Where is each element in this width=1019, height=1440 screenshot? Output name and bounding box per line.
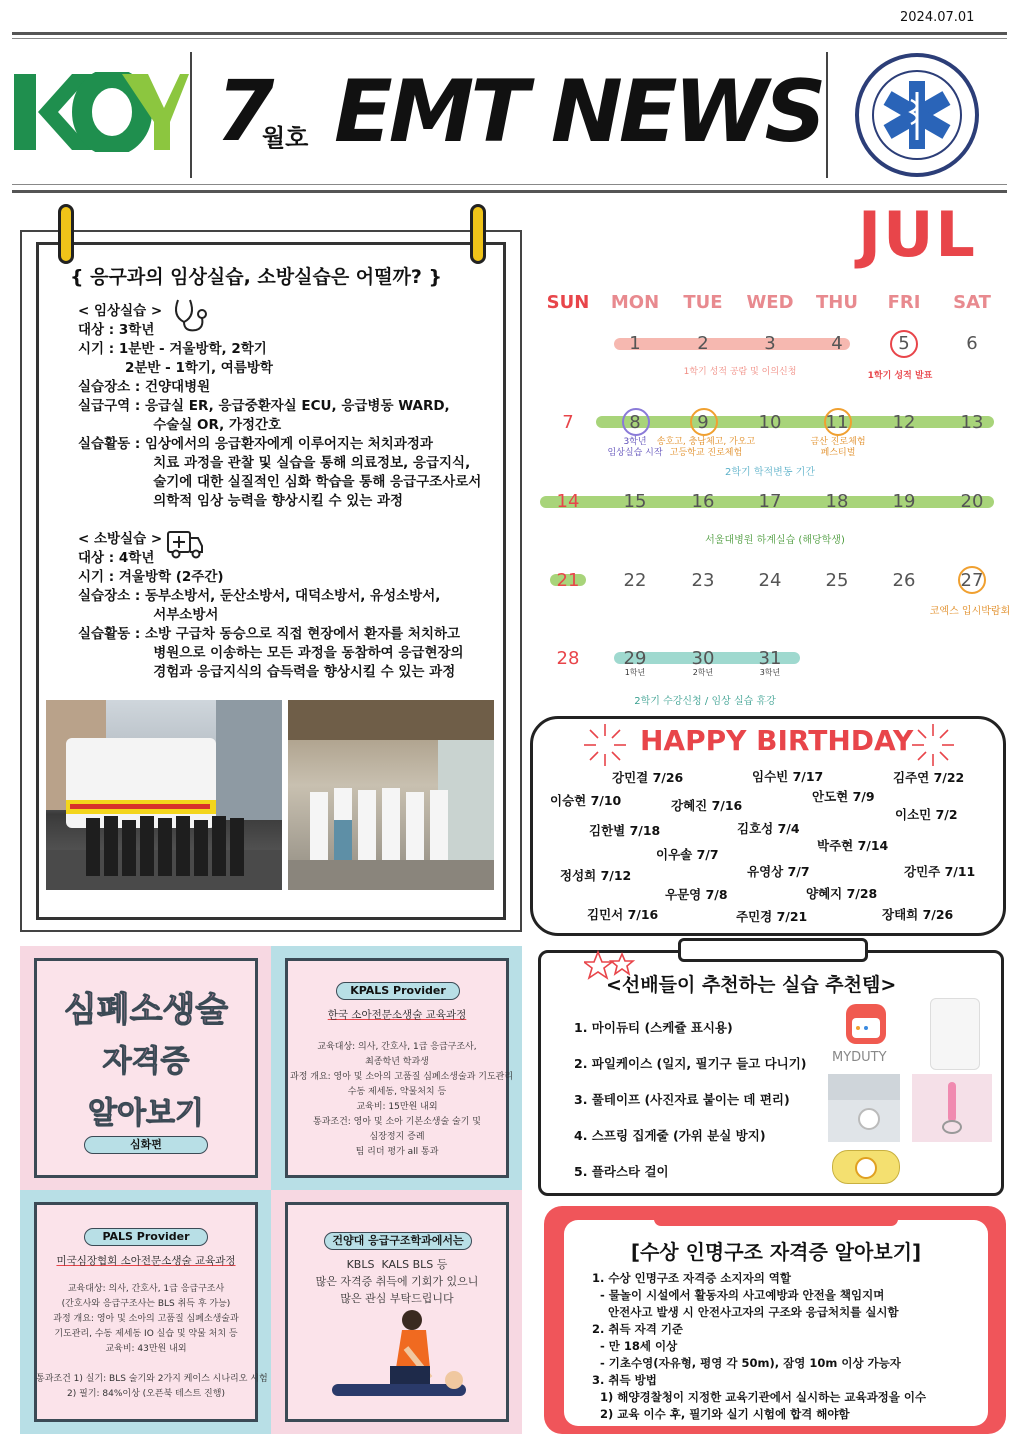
day-2: 2: [697, 333, 709, 354]
day-17: 17: [758, 491, 782, 512]
day-10: 10: [758, 412, 782, 433]
newsletter-title: EMT NEWS: [334, 62, 823, 162]
birthday-entry: 강민결 7/26: [612, 770, 684, 785]
kpals-details: 교육대상: 의사, 간호사, 1급 응급구조사, 최종학년 학과생 과정 개요: 영아 및 소아의 고품질 심폐소생술과 기도관리 수동 제세동, 약물처치 등 교육비: 15만원 내외 통과조건: 영아 및 소아 기본소생술 술기 및 심장정지 증례 팀 리더 평가 all 통과: [290, 1042, 514, 1157]
birthday-entry: 유영상 7/7: [747, 864, 810, 879]
header-divider-right: [826, 52, 828, 178]
birthday-entry: 양혜지 7/28: [806, 886, 878, 901]
fire-practice-details: 대상 : 4학년 시기 : 겨울방학 (2주간) 실습장소 : 동부소방서, 둔산소방서, 대덕소방서, 유성소방서, 서부소방서 실습활동 : 소방 구급차 동승으로 직접 현장에서 환자를 처치하고 병원으로 이송하는 모든 과정을 동참하여 응급현장의 경험과 응급지식의 습득력을 향상시킬 수 있는 과정: [78, 550, 464, 680]
hospital-practice-heading: < 임상실습 >: [78, 303, 163, 319]
birthday-entry: 이소민 7/2: [895, 807, 958, 822]
birthday-entry: 김한별 7/18: [589, 823, 661, 838]
cpr-title-line2: 자격증: [102, 1044, 190, 1079]
day-26: 26: [892, 570, 916, 591]
day-24: 24: [758, 570, 782, 591]
spring-clip-image: [912, 1074, 992, 1142]
day-1: 1: [629, 333, 641, 354]
note-clinical-start: 3학년 임상실습 시작: [607, 437, 663, 458]
weekday-sat: SAT: [953, 292, 991, 313]
day-29: 29: [623, 648, 647, 669]
weekday-wed: WED: [746, 292, 794, 313]
cpr-rescuer-icon: [326, 1308, 476, 1412]
day-23: 23: [691, 570, 715, 591]
birthday-entry: 김주연 7/22: [893, 770, 965, 785]
note-grade-appeal: 1학기 성적 공람 및 이의신청: [683, 367, 797, 377]
day-13: 13: [960, 412, 984, 433]
myduty-label: MYDUTY: [832, 1050, 887, 1065]
binder-ring-icon: [58, 204, 74, 264]
kpals-pill: KPALS Provider: [336, 982, 460, 1000]
birthday-entry: 임수빈 7/17: [752, 769, 824, 784]
recommend-title: <선배들이 추천하는 실습 추천템>: [606, 974, 897, 996]
firework-icon: [582, 722, 628, 768]
dept-pill: 건양대 응급구조학과에서는: [324, 1232, 472, 1250]
hospital-practice-details: 대상 : 3학년 시기 : 1분반 - 겨울방학, 2학기 2분반 - 1학기, 여름방학 실습장소 : 건양대병원 실급구역 : 응급실 ER, 응급중환자실 ECU, 응급병동 WARD, 수술실 OR, 가정간호 실습활동 : 임상에서의 응급환자에게 이루어지는 처치과정과 치료 과정을 관찰 및 실습을 통해 의료정보, 응급지식, 술기에 대한 실질적인 심화 학습을 통해 응급구조사로서 의학적 임상 능력을 향상시킬 수 있는 과정: [78, 322, 482, 509]
pals-details: 교육대상: 의사, 간호사, 1급 응급구조사 (간호사와 응급구조사는 BLS 취득 후 가능) 과정 개요: 영아 및 소아의 고품질 심폐소생술과 기도관리, 수동 제세동 IO 실습 및 약물 처치 등 교육비: 43만원 내외 통과조건 1) 실기: BLS 술기와 2가지 케이스 시나리오 2) 필기: 84%이상 (오픈북 테스트 진행): [36, 1284, 248, 1399]
note-grade-release: 1학기 성적 발표: [867, 371, 933, 381]
day-11: 11: [825, 412, 849, 433]
dept-message: KBLS KALS BLS 등 많은 자격증 취득에 기회가 있으니 많은 관심 부탁드립니다: [315, 1258, 479, 1305]
birthday-entry: 장태희 7/26: [882, 907, 954, 922]
plaster-holder-image: [832, 1150, 900, 1184]
file-case-image: [930, 998, 980, 1070]
day-5: 5: [898, 333, 910, 354]
birthday-title: HAPPY BIRTHDAY: [640, 724, 914, 757]
day-8: 8: [629, 412, 641, 433]
weekday-tue: TUE: [683, 292, 723, 313]
pals-course-title: 미국심장협회 소아전문소생술 교육과정: [56, 1255, 236, 1267]
department-seal-icon: [842, 52, 992, 178]
day-20: 20: [960, 491, 984, 512]
day-14: 14: [556, 491, 580, 512]
birthday-entry: 박주현 7/14: [817, 838, 889, 853]
fire-practice-heading: < 소방실습 >: [78, 531, 163, 547]
clinical-practice-title: { 응구과의 임상실습, 소방실습은 어떨까? }: [70, 266, 443, 288]
lifeguard-details: 1. 수상 인명구조 자격증 소지자의 역할 - 물놀이 시설에서 활동자의 사고예방과 안전을 책임지며 안전사고 발생 시 안전사고자의 구조와 응급처치를 실시함 2. 취득 자격 기준 - 만 18세 이상 - 기초수영(자유형, 평영 각 50m), 잠영 10m 이상 가능자 3. 취득 방법 1) 해양경찰청이 지정한 교육기관에서 실시하는 교육과정을 이수 2) 교육 이수 후, 필기와 실기 시험에 합격 해야함: [592, 1271, 927, 1421]
birthday-entry: 김호성 7/4: [737, 821, 800, 836]
cpr-title-line3: 알아보기: [88, 1096, 204, 1131]
cpr-level-tag: 심화편: [84, 1136, 208, 1154]
event-band-reg-change: [596, 416, 994, 428]
myduty-app-icon: [846, 1004, 886, 1044]
day-25: 25: [825, 570, 849, 591]
day-6: 6: [966, 333, 978, 354]
recommend-clip: [678, 938, 868, 962]
note-grade3: 3학년: [759, 668, 781, 677]
weekday-thu: THU: [816, 292, 858, 313]
birthday-entry: 강혜진 7/16: [671, 798, 743, 813]
day-7: 7: [562, 412, 574, 433]
header-top-rule: [12, 32, 1007, 35]
issue-date: 2024.07.01: [900, 10, 975, 25]
day-19: 19: [892, 491, 916, 512]
day-18: 18: [825, 491, 849, 512]
note-reg-change: 2학기 학적변동 기간: [725, 467, 815, 478]
day-31: 31: [758, 648, 782, 669]
birthday-entry: 이승현 7/10: [550, 793, 622, 808]
note-school-experience: 송호고, 충남체고, 가오고 고등학교 진로체험: [656, 437, 756, 458]
lifeguard-tab: [654, 1212, 898, 1226]
birthday-entry: 우문영 7/8: [665, 887, 728, 902]
weekday-mon: MON: [610, 292, 660, 313]
header-bottom-rule: [12, 190, 1007, 193]
day-4: 4: [831, 333, 843, 354]
day-9: 9: [697, 412, 709, 433]
birthday-entry: 안도현 7/9: [812, 789, 875, 804]
note-geumsan: 금산 진로체험 페스티벌: [810, 437, 866, 458]
note-grade1: 1학년: [624, 668, 646, 677]
header-bottom-rule-thin: [12, 184, 1007, 185]
university-logo: [14, 72, 189, 152]
day-21: 21: [556, 570, 580, 591]
lifeguard-title: [수상 인명구조 자격증 알아보기]: [630, 1240, 922, 1264]
birthday-entry: 강민주 7/11: [904, 864, 976, 879]
header-divider-left: [190, 52, 192, 178]
birthday-entry: 김민서 7/16: [587, 907, 659, 922]
birthday-entry: 이우솔 7/7: [656, 847, 719, 862]
day-15: 15: [623, 491, 647, 512]
recommend-item: 5. 플라스타 걸이: [574, 1164, 669, 1179]
birthday-entry: 주민경 7/21: [736, 909, 808, 924]
recommend-item: 1. 마이듀티 (스케쥴 표시용): [574, 1020, 733, 1035]
calendar-month: JUL: [858, 198, 977, 271]
recommend-item: 4. 스프링 집게줄 (가위 분실 방지): [574, 1128, 766, 1143]
recommend-item: 2. 파일케이스 (일지, 필기구 들고 다니기): [574, 1056, 807, 1071]
recommend-item: 3. 풀테이프 (사진자료 붙이는 데 편리): [574, 1092, 790, 1107]
fire-practice-photo: [46, 700, 282, 890]
issue-suffix: 월호: [262, 124, 309, 152]
hospital-practice-photo: [288, 700, 494, 890]
issue-number: 7: [216, 62, 273, 160]
pals-pill: PALS Provider: [84, 1228, 208, 1246]
day-3: 3: [764, 333, 776, 354]
day-28: 28: [556, 648, 580, 669]
firework-icon: [910, 722, 956, 768]
binder-ring-icon: [470, 204, 486, 264]
birthday-entry: 정성희 7/12: [560, 868, 632, 883]
day-16: 16: [691, 491, 715, 512]
day-22: 22: [623, 570, 647, 591]
header-top-rule-thin: [12, 38, 1007, 39]
note-seoul-practice: 서울대병원 하계실습 (해당학생): [705, 535, 845, 546]
glue-tape-image: [828, 1074, 900, 1142]
day-12: 12: [892, 412, 916, 433]
note-coex: 코엑스 입시박람회: [929, 606, 1011, 617]
note-grade2: 2학년: [692, 668, 714, 677]
day-27: 27: [960, 570, 984, 591]
weekday-fri: FRI: [887, 292, 921, 313]
note-enroll: 2학기 수강신청 / 임상 실습 휴강: [634, 696, 776, 707]
cpr-title-line1: 심폐소생술: [63, 990, 229, 1030]
kpals-course-title: 한국 소아전문소생술 교육과정: [327, 1009, 467, 1021]
day-30: 30: [691, 648, 715, 669]
weekday-sun: SUN: [546, 292, 590, 313]
